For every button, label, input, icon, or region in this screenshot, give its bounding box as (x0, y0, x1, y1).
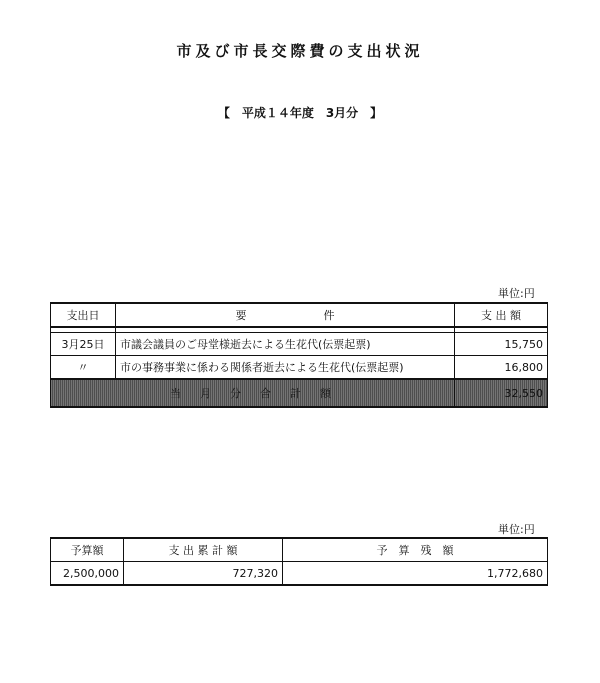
table-row (51, 333, 548, 356)
table-row (51, 356, 548, 380)
row-amount: 16,800 (455, 356, 548, 380)
header-cumulative: 支 出 累 計 額 (124, 538, 283, 562)
expense-table-header (51, 303, 548, 327)
period-subtitle: 【 平成１４年度 3月分 】 (217, 106, 383, 120)
row-date: 3月25日 (51, 333, 116, 356)
remaining-value: 1,772,680 (283, 562, 548, 586)
row-amount: 15,750 (455, 333, 548, 356)
budget-unit-label: 単位:円 (498, 523, 535, 536)
header-budget: 予算額 (51, 538, 124, 562)
row-date: 〃 (51, 356, 116, 380)
header-amount: 支 出 額 (455, 303, 548, 327)
total-amount: 32,550 (455, 379, 548, 407)
expense-table (50, 302, 548, 408)
budget-table-header (51, 538, 548, 562)
budget-table (50, 537, 548, 586)
page-title: 市及び市長交際費の支出状況 (176, 42, 424, 60)
header-item: 要 件 (116, 303, 455, 327)
cumulative-value: 727,320 (124, 562, 283, 586)
row-item: 市議会議員のご母堂様逝去による生花代(伝票起票) (116, 333, 455, 356)
budget-value: 2,500,000 (51, 562, 124, 586)
total-label: 当 月 分 合 計 額 (51, 379, 455, 407)
table-row (51, 562, 548, 586)
header-date: 支出日 (51, 303, 116, 327)
row-item: 市の事務事業に係わる関係者逝去による生花代(伝票起票) (116, 356, 455, 380)
total-row (51, 379, 548, 407)
header-remaining: 予 算 残 額 (283, 538, 548, 562)
expense-unit-label: 単位:円 (498, 287, 535, 300)
